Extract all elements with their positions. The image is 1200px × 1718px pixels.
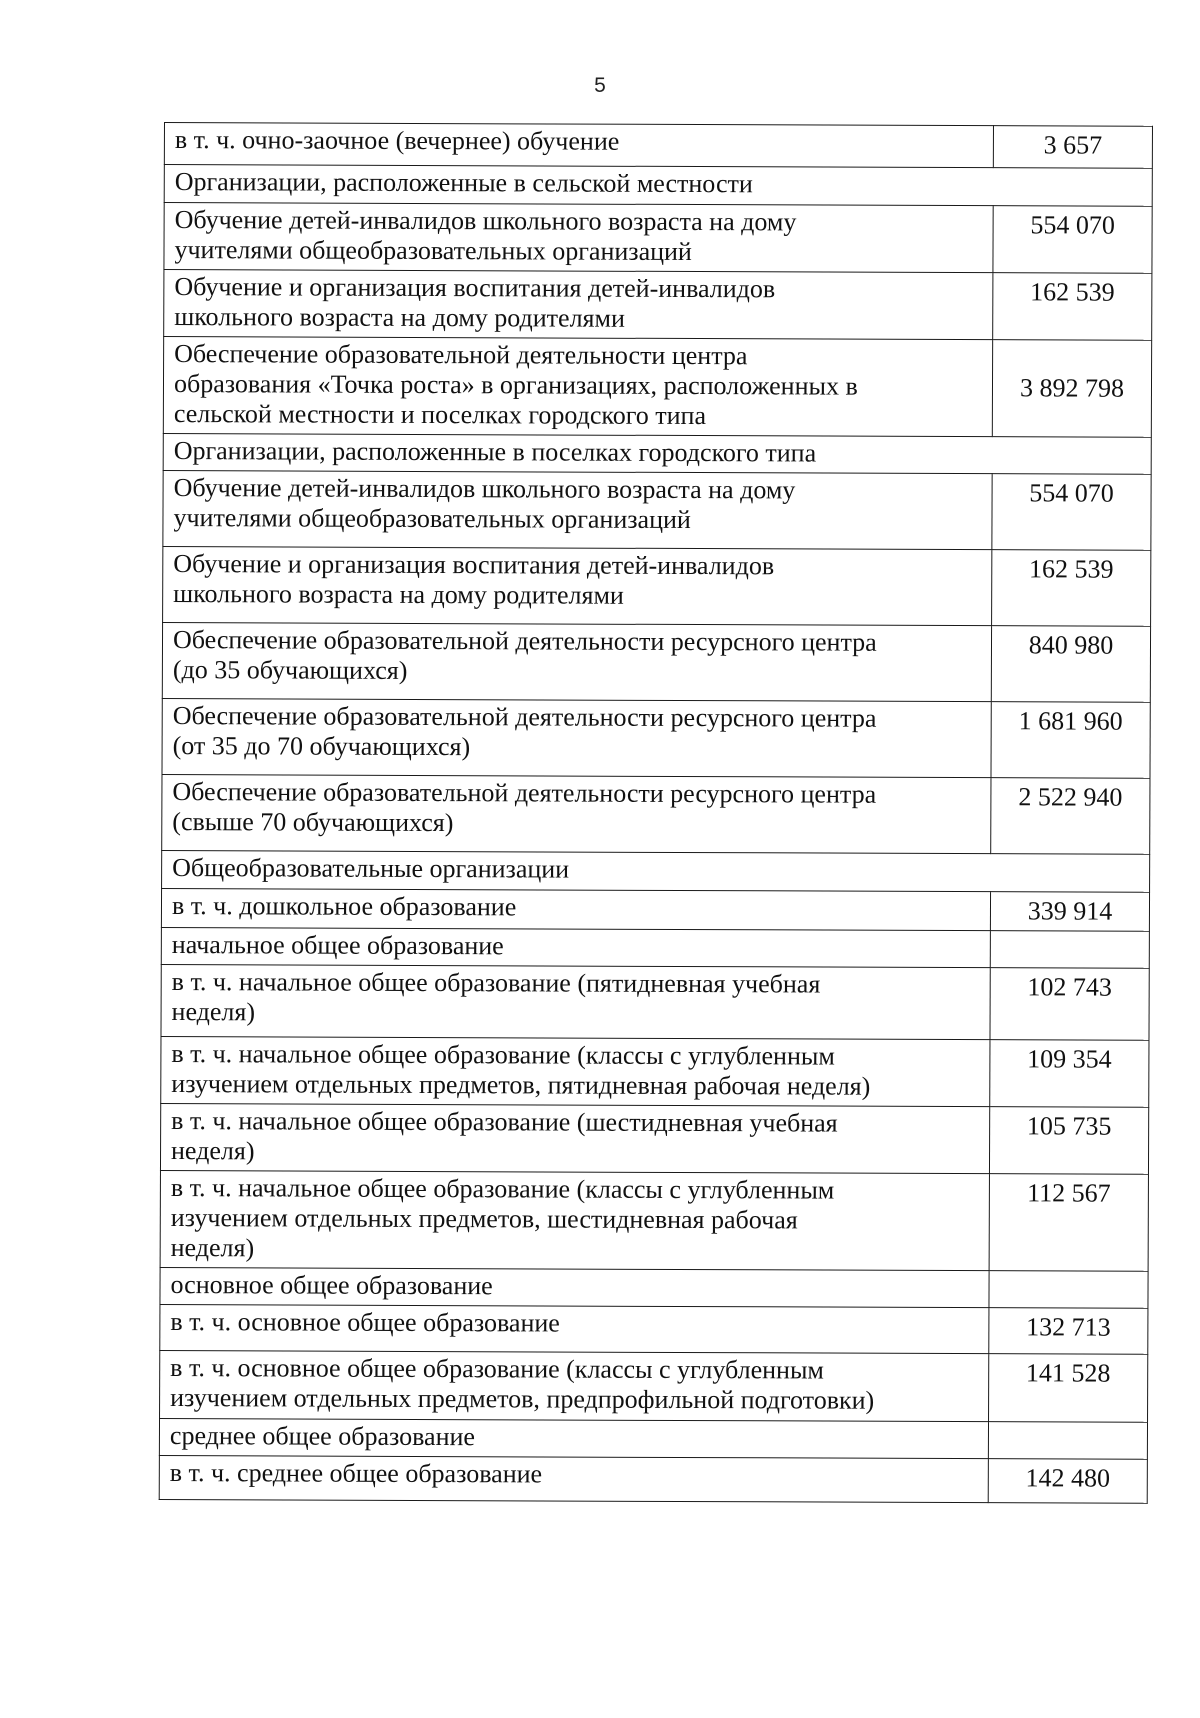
row-label: в т. ч. начальное общее образование (пятидневная учебная неделя) <box>161 964 990 1039</box>
row-value: 112 567 <box>989 1174 1148 1272</box>
table-row <box>161 964 1149 1040</box>
table-body <box>159 123 1152 1504</box>
table-row <box>160 1350 1148 1422</box>
row-label: Обучение и организация воспитания детей-инвалидов школьного возраста на дому родителями <box>163 546 992 625</box>
row-label: в т. ч. начальное общее образование (классы с углубленным изучением отдельных предметов, шестидневная рабочая неделя) <box>160 1170 989 1270</box>
row-value: 339 914 <box>990 892 1149 932</box>
table-row <box>160 1304 1148 1354</box>
table-row <box>163 546 1151 626</box>
normatives-table <box>159 122 1153 1504</box>
row-value: 840 980 <box>991 626 1150 703</box>
row-label: Обучение и организация воспитания детей-инвалидов школьного возраста на дому родителями <box>164 270 993 340</box>
table-row <box>160 1103 1148 1174</box>
section-header-row <box>163 433 1151 474</box>
row-label: в т. ч. дошкольное образование <box>161 888 990 930</box>
table-row <box>159 1455 1147 1503</box>
table-row <box>160 1170 1148 1271</box>
row-value <box>990 931 1149 969</box>
section-header-row <box>164 165 1152 207</box>
table-row <box>163 470 1151 550</box>
row-label: Обеспечение образовательной деятельности ресурсного центра (от 35 до 70 обучающихся) <box>162 698 991 777</box>
row-value: 142 480 <box>988 1459 1147 1504</box>
table-row <box>161 888 1149 931</box>
row-value: 554 070 <box>992 474 1151 551</box>
row-label: в т. ч. среднее общее образование <box>159 1455 988 1502</box>
row-value: 3 892 798 <box>992 340 1151 438</box>
row-label: в т. ч. основное общее образование (классы с углубленным изучением отдельных предметов, предпрофильной подготовки) <box>160 1350 989 1421</box>
row-label: Обеспечение образовательной деятельности ресурсного центра (до 35 обучающихся) <box>162 622 991 701</box>
table-row <box>161 1036 1149 1107</box>
row-label: в т. ч. начальное общее образование (классы с углубленным изучением отдельных предметов, пятидневная рабочая неделя) <box>161 1036 990 1106</box>
row-value: 132 713 <box>989 1308 1148 1355</box>
row-value <box>988 1422 1147 1460</box>
row-label: Обучение детей-инвалидов школьного возраста на дому учителями общеобразовательных организаций <box>163 470 992 549</box>
row-value: 3 657 <box>993 126 1152 169</box>
row-label: в т. ч. основное общее образование <box>160 1304 989 1353</box>
row-value: 109 354 <box>990 1040 1149 1108</box>
row-value: 105 735 <box>989 1107 1148 1175</box>
row-label: в т. ч. начальное общее образование (шестидневная учебная неделя) <box>160 1103 989 1173</box>
row-label: основное общее образование <box>160 1267 989 1307</box>
row-value: 102 743 <box>990 968 1149 1041</box>
table-row <box>164 270 1152 341</box>
table-row <box>162 774 1150 854</box>
table-row <box>163 337 1151 438</box>
row-label: Обучение детей-инвалидов школьного возраста на дому учителями общеобразовательных организаций <box>164 203 993 273</box>
section-header: Организации, расположенные в поселках городского типа <box>163 433 1151 474</box>
row-label: среднее общее образование <box>159 1418 988 1458</box>
row-label: в т. ч. очно-заочное (вечернее) обучение <box>164 123 993 168</box>
table-row <box>160 1267 1148 1308</box>
section-header: Общеобразовательные организации <box>162 850 1150 892</box>
table-row <box>161 927 1149 968</box>
table-row <box>159 1418 1147 1459</box>
row-label: начальное общее образование <box>161 927 990 967</box>
row-label: Обеспечение образовательной деятельности центра образования «Точка роста» в организациях, расположенных в сельской местности и поселках городского типа <box>163 337 992 437</box>
row-value: 162 539 <box>993 273 1152 341</box>
row-value: 554 070 <box>993 206 1152 274</box>
row-label: Обеспечение образовательной деятельности ресурсного центра (свыше 70 обучающихся) <box>162 774 991 853</box>
page-number: 5 <box>594 74 606 97</box>
row-value: 1 681 960 <box>991 702 1150 779</box>
row-value: 2 522 940 <box>991 778 1150 855</box>
row-value <box>989 1271 1148 1309</box>
row-value: 141 528 <box>989 1354 1148 1423</box>
table-row <box>164 123 1152 169</box>
row-value: 162 539 <box>992 550 1151 627</box>
table-row <box>162 622 1150 702</box>
table-row <box>162 698 1150 778</box>
section-header: Организации, расположенные в сельской местности <box>164 165 1152 207</box>
section-header-row <box>162 850 1150 892</box>
table-row <box>164 203 1152 274</box>
